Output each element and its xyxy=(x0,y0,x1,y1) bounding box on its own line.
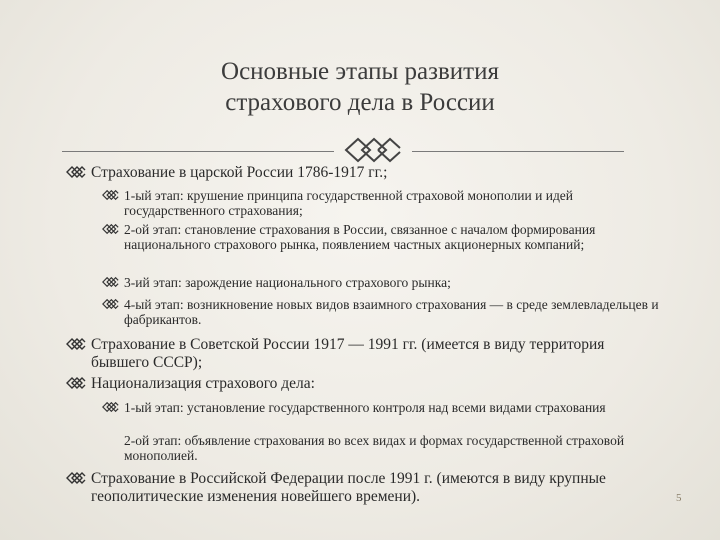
title-line-1: Основные этапы развития xyxy=(221,58,499,85)
bullet-icon xyxy=(66,337,86,351)
bullet-icon xyxy=(102,298,119,310)
list-item xyxy=(124,433,664,463)
bullet-icon xyxy=(66,471,86,485)
item-text: Страхование в Российской Федерации после 1991 г. (имеются в виду крупные геополитические изменения новейшего времени). xyxy=(91,470,606,505)
list-item xyxy=(124,297,664,327)
item-text: Национализация страхового дела: xyxy=(91,375,315,392)
list-item xyxy=(91,336,661,372)
list-item xyxy=(124,188,664,218)
list-item xyxy=(91,470,661,506)
item-text: Страхование в царской России 1786-1917 гг.; xyxy=(91,164,388,181)
item-text: 2-ой этап: объявление страхования во всех видах и формах государственной страховой монополией. xyxy=(124,433,625,463)
bullet-icon xyxy=(342,132,402,168)
list-item xyxy=(124,222,664,252)
item-text: 2-ой этап: становление страхования в России, связанное с началом формирования национального страхового рынка, появлением частных акционерных компаний; xyxy=(124,222,596,252)
bullet-icon xyxy=(102,189,119,201)
list-item xyxy=(91,164,661,182)
item-text: 4-ый этап: возникновение новых видов взаимного страхования — в среде землевладельцев и фабрикантов. xyxy=(124,297,659,327)
title-rule-left xyxy=(62,151,334,152)
title-line-2: страхового дела в России xyxy=(225,89,495,116)
list-item xyxy=(124,400,664,415)
list-item xyxy=(124,275,664,290)
item-text: 1-ый этап: установление государственного контроля над всеми видами страхования xyxy=(124,400,606,415)
bullet-icon xyxy=(102,223,119,235)
item-text: Страхование в Советской России 1917 — 1991 гг. (имеется в виду территория бывшего СССР); xyxy=(91,336,605,371)
bullet-icon xyxy=(66,165,86,179)
bullet-icon xyxy=(102,276,119,288)
item-text: 3-ий этап: зарождение национального страхового рынка; xyxy=(124,275,451,290)
list-item xyxy=(91,375,661,393)
bullet-icon xyxy=(102,401,119,413)
item-text: 1-ый этап: крушение принципа государственной страховой монополии и идей государственного страхования; xyxy=(124,188,574,218)
page-number: 5 xyxy=(676,492,682,504)
bullet-icon xyxy=(66,376,86,390)
title-rule-right xyxy=(412,151,624,152)
slide-title xyxy=(170,56,550,118)
